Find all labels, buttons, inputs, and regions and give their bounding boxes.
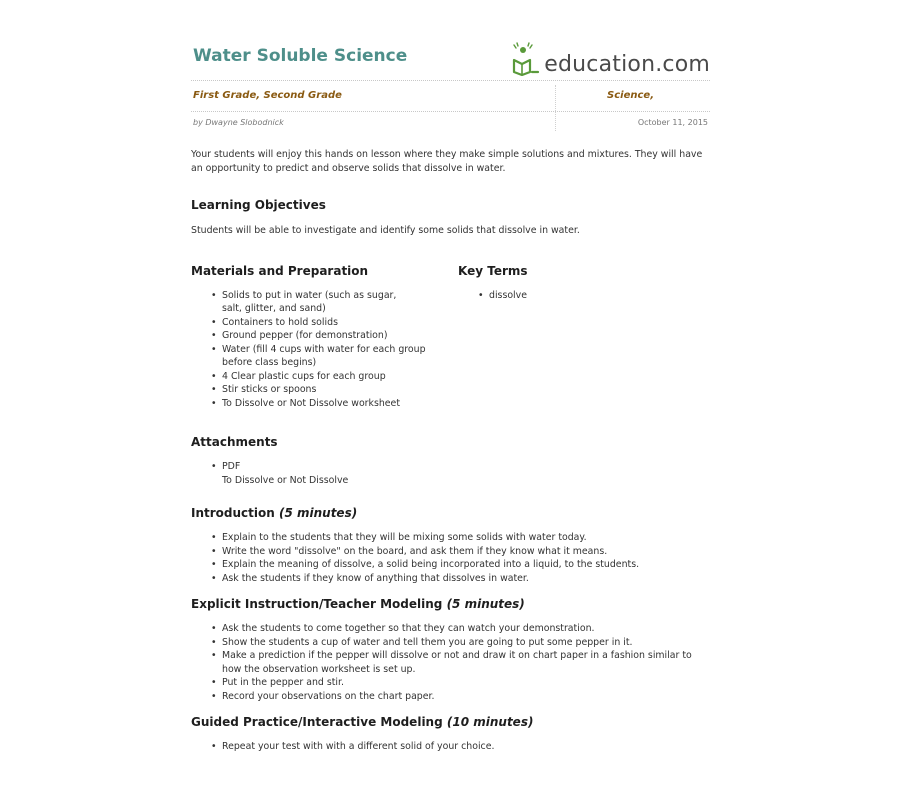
list-item: • Repeat your test with with a different solid of your choice.: [191, 740, 721, 754]
document-title: Water Soluble Science: [193, 46, 408, 66]
section-duration: (5 minutes): [446, 597, 525, 611]
list-item: • Ask the students to come together so that they can watch your demonstration.: [191, 622, 721, 636]
explicit-instruction-list: [191, 622, 721, 703]
education-logo[interactable]: [510, 40, 710, 76]
logo-wordmark: education.com: [544, 52, 710, 77]
materials-keyterms-section: [191, 263, 721, 411]
publish-date: October 11, 2015: [637, 118, 708, 127]
materials-heading: Materials and Preparation: [191, 263, 369, 278]
list-item: • Explain the meaning of dissolve, a solid being incorporated into a liquid, to the students.: [191, 558, 721, 572]
book-reader-icon: [510, 42, 544, 76]
guided-practice-heading: [191, 714, 721, 730]
attachment-item[interactable]: [191, 460, 721, 487]
list-item: • 4 Clear plastic cups for each group: [191, 370, 451, 384]
learning-objectives-text: Students will be able to investigate and identify some solids that dissolve in water.: [191, 225, 580, 236]
list-item: • To Dissolve or Not Dissolve worksheet: [191, 397, 451, 411]
list-item: • Record your observations on the chart paper.: [191, 690, 721, 704]
subject-label: Science,: [607, 90, 654, 101]
list-item: • Stir sticks or spoons: [191, 383, 451, 397]
list-item: • Solids to put in water (such as sugar, salt, glitter, and sand): [191, 289, 397, 316]
list-item: • Make a prediction if the pepper will dissolve or not and draw it on chart paper in a fashion similar to how the observation worksheet is set up.: [191, 649, 712, 676]
intro-paragraph: Your students will enjoy this hands on lesson where they make simple solutions and mixtures. They will have an opportunity to predict and observe solids that dissolve in water.: [191, 149, 703, 174]
guided-practice-list: [191, 740, 721, 754]
list-item: • Ask the students if they know of anything that dissolves in water.: [191, 572, 721, 586]
key-terms-list: [458, 289, 658, 303]
section-title: Introduction: [191, 506, 275, 520]
key-terms-heading: Key Terms: [458, 263, 528, 278]
introduction-heading: [191, 505, 721, 521]
list-item: • Show the students a cup of water and tell them you are going to put some pepper in it.: [191, 636, 721, 650]
section-duration: (10 minutes): [446, 715, 534, 729]
grade-levels: First Grade, Second Grade: [193, 90, 342, 101]
materials-list: [191, 289, 451, 411]
section-title: Explicit Instruction/Teacher Modeling: [191, 597, 443, 611]
attachment-link[interactable]: To Dissolve or Not Dissolve: [222, 474, 349, 486]
attachment-type: • PDF: [222, 461, 241, 472]
document-header: [191, 40, 710, 134]
lesson-body: [191, 148, 721, 754]
section-duration: (5 minutes): [278, 506, 358, 520]
list-item: • Write the word "dissolve" on the board, and ask them if they know what it means.: [191, 545, 721, 559]
author-byline: by Dwayne Slobodnick: [193, 118, 284, 127]
list-item: • dissolve: [458, 289, 658, 303]
meta-row: [191, 81, 710, 111]
list-item: • Water (fill 4 cups with water for each group before class begins): [191, 343, 427, 370]
list-item: • Containers to hold solids: [191, 316, 451, 330]
list-item: • Ground pepper (for demonstration): [191, 329, 451, 343]
list-item: • Explain to the students that they will be mixing some solids with water today.: [191, 531, 721, 545]
explicit-instruction-heading: [191, 596, 721, 612]
byline-row: [191, 112, 710, 134]
introduction-list: [191, 531, 721, 585]
attachments-heading: Attachments: [191, 435, 278, 449]
learning-objectives-heading: Learning Objectives: [191, 198, 326, 212]
section-title: Guided Practice/Interactive Modeling: [191, 715, 443, 729]
list-item: • Put in the pepper and stir.: [191, 676, 721, 690]
